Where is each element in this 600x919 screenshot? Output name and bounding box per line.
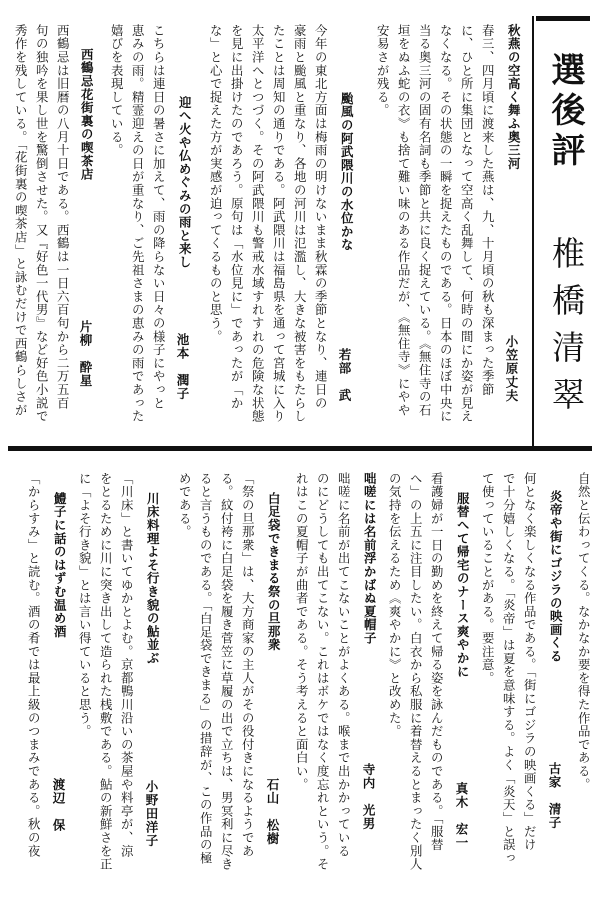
haiku-line: 服替へて帰宅のナース爽やかに [455,492,471,679]
commentary-line: 秀作を残している。「花街裏の喫茶店」と詠むだけで西鶴らしさが [13,24,29,417]
commentary-line: る。紋付袴に白足袋を履き菅笠に草履の出で立ちは、男冥利に尽き [219,472,235,871]
haiku-line: 秋燕の空高く舞ふ奥三河 [506,24,522,171]
commentary-line: て使っていることがある。要注意。 [480,472,496,685]
commentary-line: 何となく楽しくなる作品である。「街にゴジラの映画くる」だけ [522,472,538,852]
haiku-line: 迎へ火や仏めぐみの雨と来し [177,96,193,269]
commentary-line: 「祭の旦那衆」は、大方商家の主人がその役付きになるようであ [240,472,256,858]
author-name: 石山 松樹 [265,778,280,846]
commentary-line: 当る奥三河の固有名詞も季節と共に良く捉えている。《無住寺の石 [417,24,433,417]
commentary-line: 咄嗟に名前が出てこないことがよくある。喉まで出かかっている [336,472,352,858]
haiku-line: 炎帝や街にゴジラの映画くる [548,490,564,663]
commentary-line: 太平洋へとつづく。その阿武隈川も警戒水域すれすれの危険な状態 [250,24,266,423]
commentary-line: に「よそ行き貌」とは言い得ていると思う。 [77,472,93,738]
commentary-line: ると言うものである。「白足袋できまる」の措辞が、この作品の極 [198,472,214,865]
commentary-line: 自然と伝わってくる。なかなか要を得た作品である。 [576,472,592,792]
author-name: 真木 宏一 [454,782,469,850]
author-name: 寺内 光男 [361,763,376,831]
commentary-line: 看護婦が一日の勤めを終えて帰る姿を詠んだものである。「服替 [429,472,445,852]
haiku-line: 咄嗟には名前浮かばぬ夏帽子 [362,472,378,645]
commentary-line: な」と心で捉えた方が実感が迫ってくるものと思う。 [208,24,224,344]
commentary-line: に、ひと所に集団となって空高く乱舞して、何時の間にか姿が見え [459,24,475,423]
haiku-line: 颱風の阿武隈川の水位かな [339,92,355,252]
haiku-line: 白足袋できまる祭の旦那衆 [266,492,282,652]
commentary-line: 今年の東北方面は梅雨の明けないまま秋霖の季節となり、連日の [313,24,329,410]
commentary-line: 嬉びを表現している。 [109,24,125,157]
commentary-line: 句の独吟を果し世を驚倒させた。又『好色一代男』など好色小説で [34,24,50,423]
selector-name: 椎橋清翠 [547,236,586,424]
commentary-line: のにどうしても出てこない。これはボケではなく度忘れという。そ [315,472,331,871]
commentary-line: 安易さが残る。 [375,24,391,118]
divider-rule [8,446,592,451]
commentary-line: を見に出掛けたのであろう。原句は「水位見に」であったが「か [229,24,245,410]
commentary-line: で十分嬉しくなる。「炎帝」は夏を意味する。よく「炎天」と誤っ [501,472,517,865]
haiku-line: 川床料理よそ行き貌の鮎並ぶ [145,492,161,665]
commentary-line: 垣をぬふ蛇の衣》も捨て難い味のある作品だが、《無住寺》にやや [396,24,412,417]
haiku-line: 西鶴忌花街裏の喫茶店 [79,48,95,181]
author-name: 渡辺 保 [51,778,66,832]
commentary-line: こちらは連日の暑さに加えて、雨の降らない日々の様子にやっと [151,24,167,410]
author-name: 片柳 酔星 [78,320,93,388]
author-name: 若部 武 [337,348,352,402]
commentary-line: たことは周知の通りである。阿武隈川は福島県を通って宮城に入り [271,24,287,423]
author-name: 池本 潤子 [175,333,190,401]
commentary-line: の気持を伝えるため《爽やかに》と改めた。 [387,472,403,738]
commentary-line: めである。 [177,472,193,539]
haiku-line: 鱧子に話のはずむ温め酒 [52,492,68,639]
commentary-line: 春三、四月頃に渡来した燕は、九、十月頃の秋も深まった季節 [480,24,496,397]
commentary-line: をとるために川に突き出して造られた桟敷である。鮎の新鮮さを正 [98,472,114,871]
commentary-line: 西鶴忌は旧暦の八月十日である。西鶴は一日六百句から二万五百 [55,24,71,410]
commentary-line: へ」の上五に注目したい。白衣から私服に着替えるとまったく別人 [408,472,424,871]
commentary-line: 恵みの雨。精霊迎えの日が重なり、ご先祖さまの恵みの雨であった [130,24,146,423]
commentary-line: 「からすみ」と読む。酒の肴では最上級のつまみである。秋の夜 [26,472,42,858]
title-box [532,14,590,446]
commentary-line: なくなる。その状態の一瞬を捉えたものである。日本のほぼ中央に [438,24,454,423]
author-name: 古家 清子 [547,762,562,830]
commentary-line: 「川床」と書いてゆかとよむ。京都鴨川沿いの茶屋や料亭が、涼 [119,472,135,858]
commentary-line: れはこの夏帽子が曲者である。そう考えると面白い。 [294,472,310,792]
author-name: 小野田洋子 [144,780,159,848]
commentary-line: 豪雨と颱風と重なり、各地の河川は氾濫し、大きな被害をもたらし [292,24,308,423]
section-title: 選後評 [545,52,585,172]
author-name: 小笠原丈夫 [504,335,519,403]
